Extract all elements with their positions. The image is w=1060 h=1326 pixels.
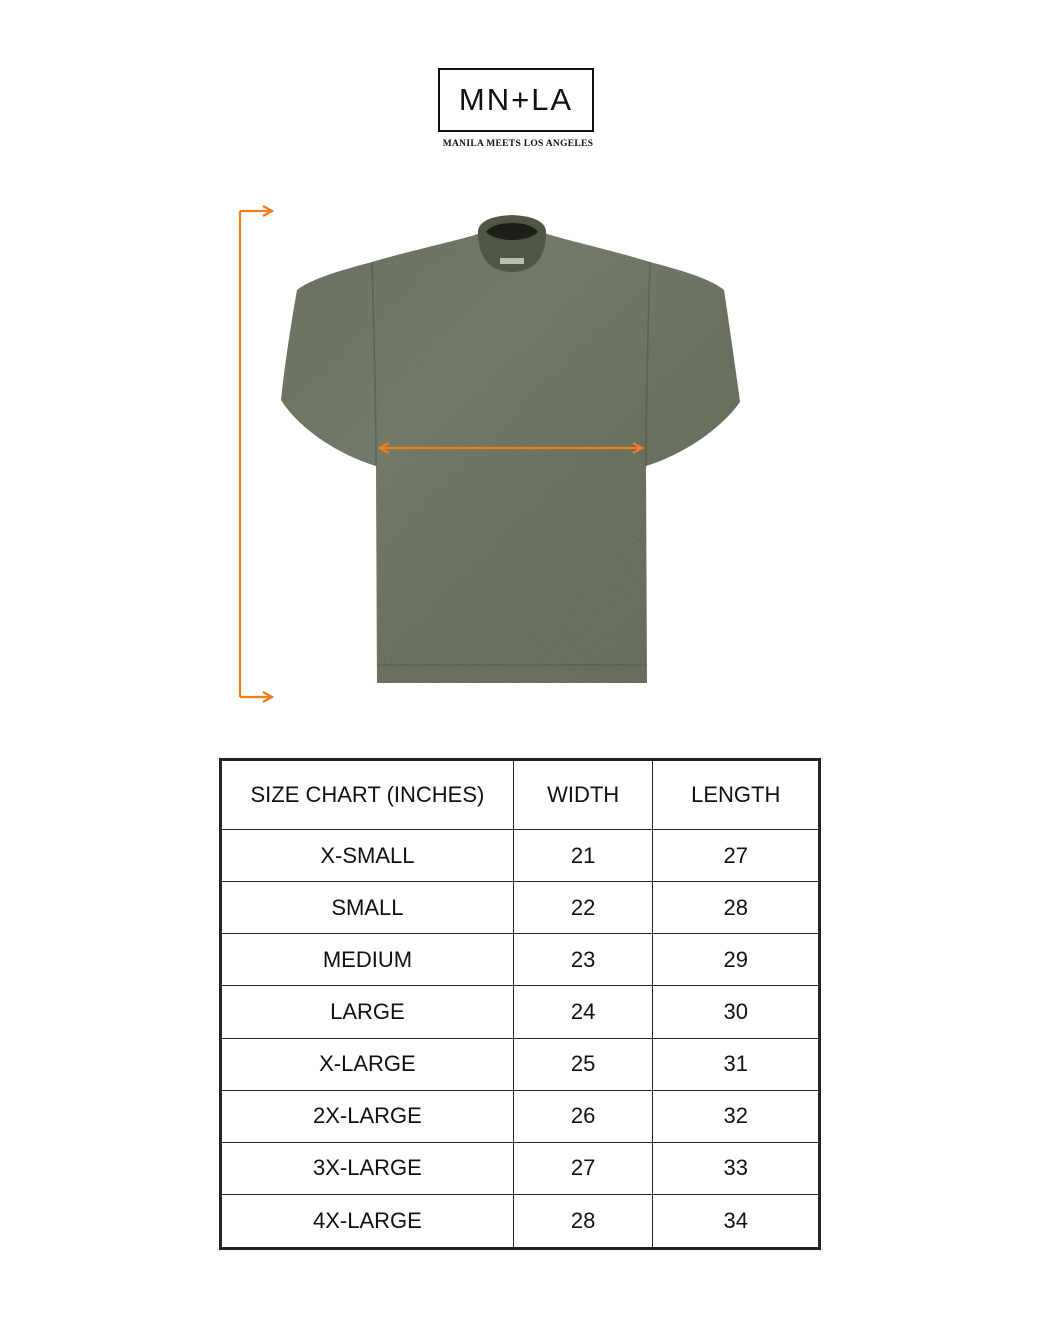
width-cell: 28 <box>513 1194 653 1248</box>
size-cell: 4X-LARGE <box>221 1194 514 1248</box>
length-cell: 30 <box>653 986 820 1038</box>
length-arrow <box>240 206 272 702</box>
table-row <box>221 986 820 1038</box>
table-row <box>221 934 820 986</box>
width-cell: 25 <box>513 1038 653 1090</box>
length-cell: 27 <box>653 830 820 882</box>
table-header-row <box>221 760 820 830</box>
table-row <box>221 1142 820 1194</box>
width-cell: 26 <box>513 1090 653 1142</box>
brand-tagline: MANILA MEETS LOS ANGELES <box>442 139 594 149</box>
neck-label <box>500 258 524 264</box>
length-cell: 33 <box>653 1142 820 1194</box>
width-cell: 24 <box>513 986 653 1038</box>
length-cell: 34 <box>653 1194 820 1248</box>
size-cell: 2X-LARGE <box>221 1090 514 1142</box>
width-cell: 21 <box>513 830 653 882</box>
size-cell: MEDIUM <box>221 934 514 986</box>
header-width: WIDTH <box>513 760 653 830</box>
size-cell: X-SMALL <box>221 830 514 882</box>
header-length: LENGTH <box>653 760 820 830</box>
logo-text: MN+LA <box>458 82 574 117</box>
tshirt-image <box>281 232 740 683</box>
length-cell: 28 <box>653 882 820 934</box>
width-cell: 22 <box>513 882 653 934</box>
size-cell: 3X-LARGE <box>221 1142 514 1194</box>
size-chart-table <box>219 758 821 1250</box>
length-cell: 31 <box>653 1038 820 1090</box>
table-row <box>221 1038 820 1090</box>
width-cell: 27 <box>513 1142 653 1194</box>
length-cell: 32 <box>653 1090 820 1142</box>
header-size-chart: SIZE CHART (INCHES) <box>221 760 514 830</box>
table-row <box>221 1194 820 1248</box>
width-cell: 23 <box>513 934 653 986</box>
size-cell: X-LARGE <box>221 1038 514 1090</box>
table-row <box>221 882 820 934</box>
length-cell: 29 <box>653 934 820 986</box>
size-cell: LARGE <box>221 986 514 1038</box>
size-cell: SMALL <box>221 882 514 934</box>
table-row <box>221 1090 820 1142</box>
table-row <box>221 830 820 882</box>
